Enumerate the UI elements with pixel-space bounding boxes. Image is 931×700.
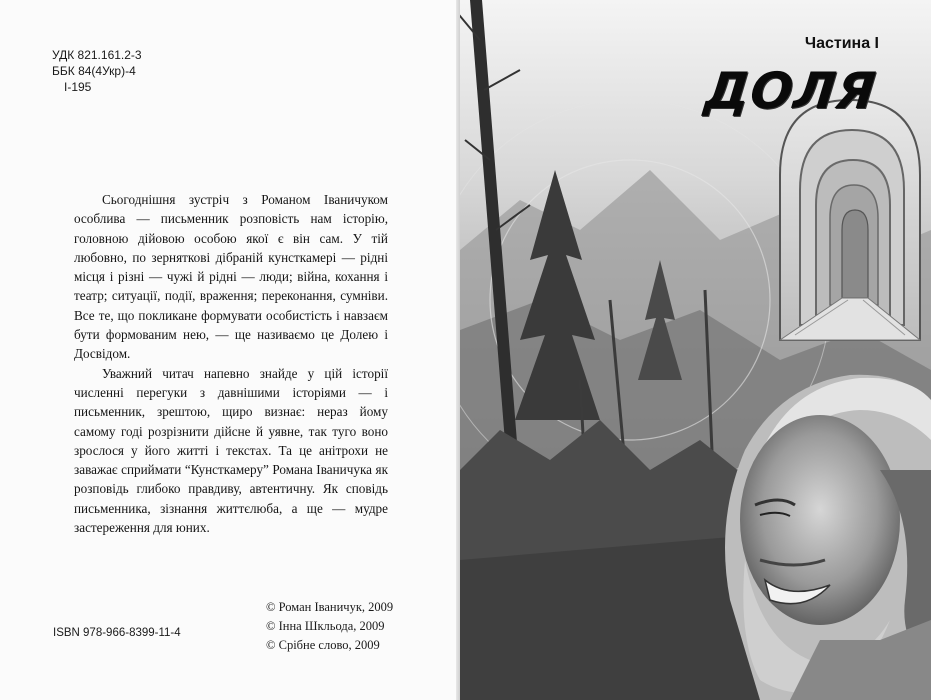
copyright-block bbox=[266, 598, 393, 655]
part-label: Частина І bbox=[804, 35, 879, 52]
annotation-text bbox=[74, 190, 388, 537]
udk-code: УДК 821.161.2-3 bbox=[52, 48, 142, 62]
author-mark: І-195 bbox=[64, 80, 92, 94]
annotation-paragraph-2: Уважний читач напевно знайде у цій історії численні перегуки з давнішими історіями — і письменник, зрештою, щиро визнає: нераз йому самому годі розрізнити дійсне й уявне, так туго воно зрослося у його житті і текстах. Та це анітрохи не заважає сприймати “Кунсткамеру” Романа Іваничука як розповідь глибоко правдиву, автентичну. Як сповідь письменника, зізнання життєлюба, а ще — мудре застереження для юних. bbox=[74, 365, 388, 536]
annotation-paragraph-1: Сьогоднішня зустріч з Романом Іваничуком особлива — письменник розповість нам історію, головною дійовою особою якої є він сам. У тій любовно, по зерняткові дібраній кунсткамері — рідні місця і різні — чужі й рідні — люди; війна, кохання і театр; ситуації, події, враження; переконання, сумніви. Все те, що покликане формувати особистість і навзаєм бути формованим нею, — ще називаємо це Долею і Досвідом. bbox=[74, 192, 388, 362]
copyright-line: © Роман Іваничук, 2009 bbox=[266, 600, 394, 614]
copyright-line: © Срібне слово, 2009 bbox=[266, 638, 380, 652]
left-page bbox=[0, 0, 458, 700]
copyright-line: © Інна Шкльода, 2009 bbox=[266, 619, 385, 633]
cover-page bbox=[460, 0, 931, 700]
arched-corridor bbox=[780, 100, 920, 340]
isbn: ISBN 978-966-8399-11-4 bbox=[53, 627, 181, 639]
bbk-code: ББК 84(4Укр)-4 bbox=[52, 64, 136, 78]
catalog-codes bbox=[52, 47, 142, 95]
cover-title: ДОЛЯ bbox=[701, 62, 880, 120]
